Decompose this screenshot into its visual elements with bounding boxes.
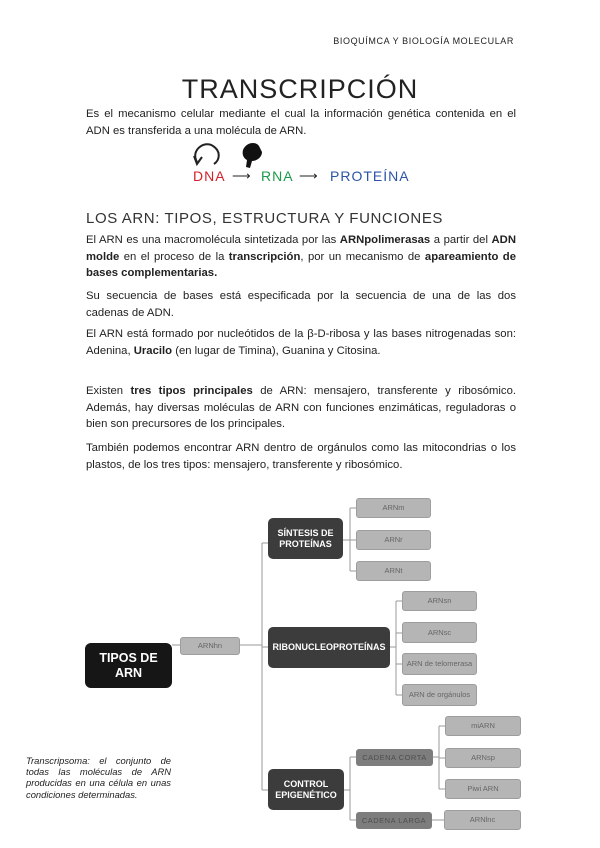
flow-dna: DNA [193, 168, 226, 184]
sintesis-item: ARNt [356, 561, 431, 581]
ribonucleo-item: ARNsn [402, 591, 477, 611]
control-sub-cadena-corta: CADENA CORTA [356, 749, 433, 766]
paragraph-4: Existen tres tipos principales de ARN: mensajero, transferente y ribosómico. Además, hay diversas moléculas de ARN con funciones enzimáticas, reguladoras o bien son precursores de los principales. [86, 385, 516, 430]
flow-rna: RNA [261, 168, 294, 184]
corta-item: Piwi ARN [445, 779, 521, 799]
group-control-epigenetico: CONTROL EPIGENÉTICO [268, 769, 344, 810]
paragraph-1: El ARN es una macromolécula sintetizada por las ARNpolimerasas a partir del ADN molde en el proceso de la transcripción, por un mecanismo de apareamiento de bases complementarias. [86, 234, 516, 279]
ribonucleo-item: ARN de orgánulos [402, 684, 477, 706]
sintesis-item: ARNr [356, 530, 431, 550]
root-edge-label: ARNhn [180, 637, 240, 655]
corta-item: ARNsp [445, 748, 521, 768]
group-sintesis-proteinas: SÍNTESIS DE PROTEÍNAS [268, 518, 343, 559]
control-sub-cadena-larga: CADENA LARGA [356, 812, 432, 829]
page-title: TRANSCRIPCIÓN [181, 74, 419, 104]
ribonucleo-item: ARNsc [402, 622, 477, 643]
intro-paragraph: Es el mecanismo celular mediante el cual la información genética contenida en el ADN es transferida a una molécula de ARN. [86, 108, 516, 137]
paragraph-3: El ARN está formado por nucleótidos de la β-D-ribosa y las bases nitrogenadas son: Adenina, Uracilo (en lugar de Timina), Guanina y Citosina. [86, 328, 516, 357]
sintesis-item: ARNm [356, 498, 431, 518]
group-ribonucleoproteinas: RIBONUCLEOPROTEÍNAS [268, 627, 390, 668]
arrow-icon: ⟶ [299, 168, 319, 183]
larga-item: ARNlnc [444, 810, 521, 830]
section-title: LOS ARN: TIPOS, ESTRUCTURA Y FUNCIONES [86, 210, 444, 227]
flow-protein: PROTEÍNA [330, 168, 410, 184]
corta-item: miARN [445, 716, 521, 736]
paragraph-5: También podemos encontrar ARN dentro de orgánulos como las mitocondrias o los plastos, de los tres tipos: mensajero, transferente y ribosómico. [86, 442, 516, 471]
header-subject: BIOQUÍMCA Y BIOLOGÍA MOLECULAR [333, 36, 514, 46]
arrow-icon: ⟶ [232, 168, 252, 183]
root-node: TIPOS DE ARN [85, 643, 172, 688]
transcriptome-note: Transcripsoma: el conjunto de todas las moléculas de ARN producidas en una célula en unas condiciones determinadas. [26, 755, 171, 800]
ribonucleo-item: ARN de telomerasa [402, 653, 477, 675]
paragraph-2: Su secuencia de bases está especificada por la secuencia de una de las dos cadenas de ADN. [86, 290, 516, 319]
